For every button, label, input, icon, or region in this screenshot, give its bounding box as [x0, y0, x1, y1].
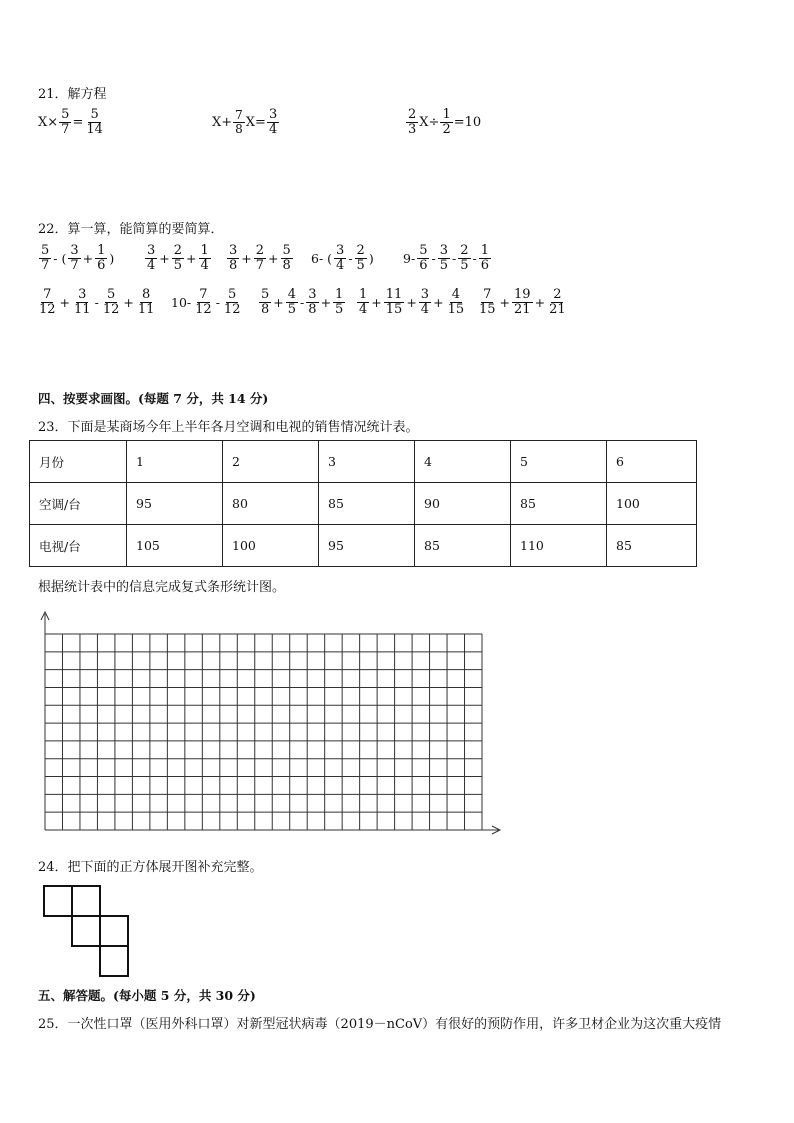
q25-text: 25．一次性口罩（医用外科口罩）对新型冠状病毒（2019－nCoV）有很好的预防作用，许多卫材企业为这次重大疫情 [38, 1017, 722, 1032]
net-square [44, 886, 72, 916]
table-cell: 月份 [30, 441, 127, 483]
q22-expr-10: $\frac{7}{15}$ + $\frac{19}{21}$ + $\frac{2}{21}$ [479, 287, 566, 317]
table-cell: 电视/台 [30, 525, 127, 567]
table-cell: 85 [319, 483, 415, 525]
q22-expr-2: $\frac{3}{4}$ + $\frac{2}{5}$ + $\frac{1}{4}$ [147, 243, 209, 273]
table-cell: 85 [415, 525, 511, 567]
table-row [30, 525, 697, 567]
q24-title: 24．把下面的正方体展开图补充完整。 [38, 860, 263, 875]
table-cell: 80 [223, 483, 319, 525]
q22-expr-3: $\frac{3}{8}$ + $\frac{2}{7}$ + $\frac{5}{8}$ [229, 243, 291, 273]
net-square [100, 946, 128, 976]
table-cell: 85 [607, 525, 697, 567]
q23-title: 23．下面是某商场今年上半年各月空调和电视的销售情况统计表。 [38, 420, 419, 435]
table-cell: 90 [415, 483, 511, 525]
table-header-row [30, 441, 697, 483]
net-square [72, 886, 100, 916]
net-square [100, 916, 128, 946]
table-cell: 6 [607, 441, 697, 483]
table-row [30, 483, 697, 525]
section-4-heading: 四、按要求画图。(每题 7 分，共 14 分) [38, 391, 269, 406]
table-cell: 110 [511, 525, 607, 567]
table-cell: 100 [607, 483, 697, 525]
q23-instruction: 根据统计表中的信息完成复式条形统计图。 [38, 580, 286, 595]
sales-table [29, 440, 697, 567]
blank-grid [36, 608, 506, 840]
table-cell: 1 [127, 441, 223, 483]
table-cell: 85 [511, 483, 607, 525]
table-cell: 2 [223, 441, 319, 483]
q21-title: 21．解方程 [38, 87, 107, 102]
table-cell: 4 [415, 441, 511, 483]
q22-expr-4: 6- ( $\frac{3}{4}$ - $\frac{2}{5}$ ) [311, 243, 374, 273]
q21-equation-2: X+ $\frac{7}{8}$ X= $\frac{3}{4}$ [212, 107, 278, 137]
net-square [72, 916, 100, 946]
table-cell: 95 [319, 525, 415, 567]
table-cell: 105 [127, 525, 223, 567]
table-cell: 100 [223, 525, 319, 567]
table-cell: 95 [127, 483, 223, 525]
q22-expr-7: 10- $\frac{7}{12}$ - $\frac{5}{12}$ [171, 287, 241, 317]
q22-expr-1: $\frac{5}{7}$ - ( $\frac{3}{7}$ + $\frac{1}{6}$ ) [41, 243, 115, 273]
q22-expr-5: 9- $\frac{5}{6}$ - $\frac{3}{5}$ - $\frac{2}{5}$ - $\frac{1}{6}$ [403, 243, 490, 273]
table-cell: 5 [511, 441, 607, 483]
q21-equation-1: X× $\frac{5}{7}$ = $\frac{5}{14}$ [38, 107, 103, 137]
table-cell: 3 [319, 441, 415, 483]
q21-equation-3: $\frac{2}{3}$ X÷ $\frac{1}{2}$ =10 [408, 107, 482, 137]
section-5-heading: 五、解答题。(每小题 5 分，共 30 分) [38, 988, 256, 1003]
cube-net-figure [40, 884, 132, 980]
table-cell: 空调/台 [30, 483, 127, 525]
q22-expr-9: $\frac{1}{4}$ + $\frac{11}{15}$ + $\frac{3}{4}$ + $\frac{4}{15}$ [359, 287, 465, 317]
q22-expr-8: $\frac{5}{8}$ + $\frac{4}{5}$ - $\frac{3}{8}$ + $\frac{1}{5}$ [261, 287, 344, 317]
q22-expr-6: $\frac{7}{12}$ + $\frac{3}{11}$ - $\frac{5}{12}$ + $\frac{8}{11}$ [39, 287, 155, 317]
q22-title: 22．算一算，能简算的要简算． [38, 222, 224, 237]
